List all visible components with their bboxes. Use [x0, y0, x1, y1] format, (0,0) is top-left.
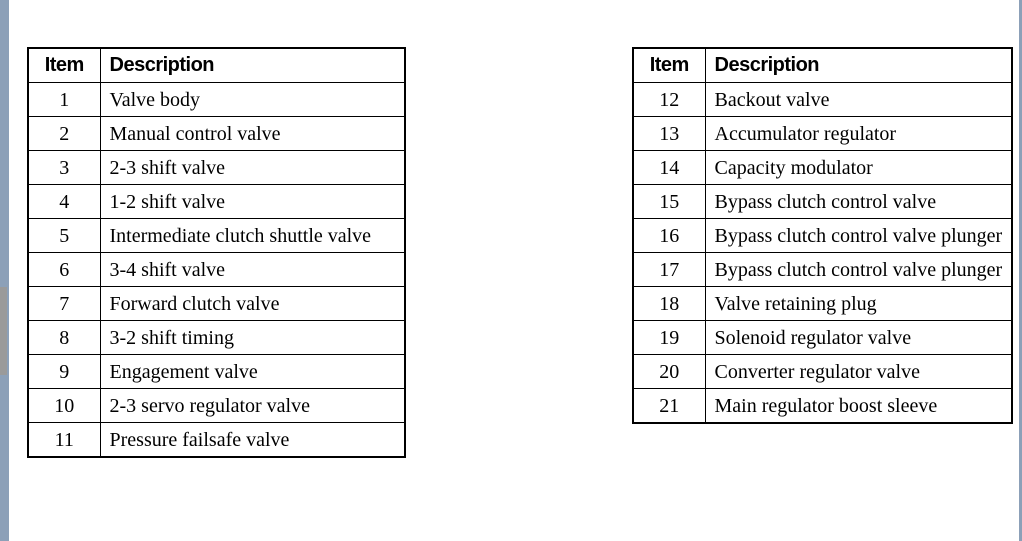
description-cell: Forward clutch valve: [100, 287, 405, 321]
table-row: [633, 117, 1012, 151]
item-number-cell: 2: [28, 117, 100, 151]
description-cell: 2-3 shift valve: [100, 151, 405, 185]
table-row: [28, 423, 405, 458]
table-row: [28, 185, 405, 219]
table-row: [28, 219, 405, 253]
table-row: [28, 83, 405, 117]
item-number-cell: 5: [28, 219, 100, 253]
table-row: [633, 287, 1012, 321]
description-cell: Valve retaining plug: [705, 287, 1012, 321]
left-window-edge: [0, 0, 9, 541]
description-cell: 1-2 shift valve: [100, 185, 405, 219]
description-cell: Valve body: [100, 83, 405, 117]
item-number-cell: 17: [633, 253, 705, 287]
description-cell: 2-3 servo regulator valve: [100, 389, 405, 423]
parts-table-right: [632, 47, 1013, 424]
table-row: [28, 117, 405, 151]
table-header-row: [28, 48, 405, 83]
item-number-cell: 11: [28, 423, 100, 458]
description-column-header: Description: [100, 48, 405, 83]
table-row: [633, 185, 1012, 219]
item-column-header: Item: [28, 48, 100, 83]
description-cell: Capacity modulator: [705, 151, 1012, 185]
table-row: [633, 219, 1012, 253]
item-number-cell: 12: [633, 83, 705, 117]
table-row: [28, 389, 405, 423]
table-row: [633, 83, 1012, 117]
description-cell: Accumulator regulator: [705, 117, 1012, 151]
item-number-cell: 4: [28, 185, 100, 219]
description-cell: Pressure failsafe valve: [100, 423, 405, 458]
description-cell: 3-4 shift valve: [100, 253, 405, 287]
item-column-header: Item: [633, 48, 705, 83]
item-number-cell: 16: [633, 219, 705, 253]
item-number-cell: 15: [633, 185, 705, 219]
table-row: [28, 287, 405, 321]
item-number-cell: 7: [28, 287, 100, 321]
description-cell: Engagement valve: [100, 355, 405, 389]
table-row: [28, 253, 405, 287]
description-cell: 3-2 shift timing: [100, 321, 405, 355]
description-cell: Main regulator boost sleeve: [705, 389, 1012, 424]
description-cell: Converter regulator valve: [705, 355, 1012, 389]
table-row: [633, 355, 1012, 389]
description-cell: Manual control valve: [100, 117, 405, 151]
item-number-cell: 18: [633, 287, 705, 321]
description-cell: Intermediate clutch shuttle valve: [100, 219, 405, 253]
item-number-cell: 20: [633, 355, 705, 389]
description-cell: Bypass clutch control valve plunger: [705, 253, 1012, 287]
item-number-cell: 6: [28, 253, 100, 287]
table-row: [28, 355, 405, 389]
item-number-cell: 14: [633, 151, 705, 185]
table-row: [633, 389, 1012, 424]
description-cell: Backout valve: [705, 83, 1012, 117]
table-row: [28, 151, 405, 185]
parts-table-left: [27, 47, 406, 458]
item-number-cell: 1: [28, 83, 100, 117]
item-number-cell: 9: [28, 355, 100, 389]
table-header-row: [633, 48, 1012, 83]
item-number-cell: 8: [28, 321, 100, 355]
item-number-cell: 19: [633, 321, 705, 355]
table-row: [633, 321, 1012, 355]
description-column-header: Description: [705, 48, 1012, 83]
description-cell: Bypass clutch control valve: [705, 185, 1012, 219]
item-number-cell: 3: [28, 151, 100, 185]
item-number-cell: 13: [633, 117, 705, 151]
table-row: [633, 151, 1012, 185]
description-cell: Bypass clutch control valve plunger: [705, 219, 1012, 253]
table-row: [28, 321, 405, 355]
table-row: [633, 253, 1012, 287]
item-number-cell: 10: [28, 389, 100, 423]
item-number-cell: 21: [633, 389, 705, 424]
side-panel-tab[interactable]: [0, 287, 7, 375]
description-cell: Solenoid regulator valve: [705, 321, 1012, 355]
